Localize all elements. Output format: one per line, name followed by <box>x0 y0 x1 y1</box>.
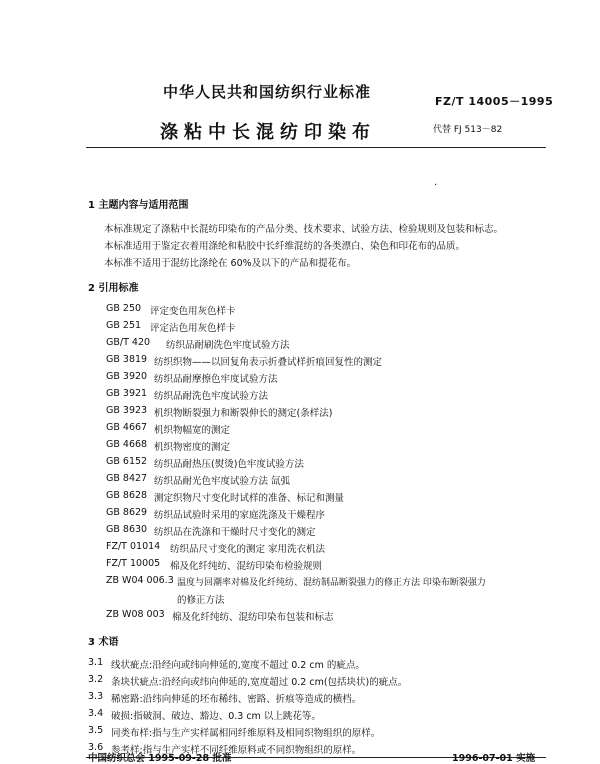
term-text: 稀密路:沿纬向伸延的坯布稀纬、密路、折痕等造成的横档。 <box>111 694 362 705</box>
ref-title: 机织物密度的测定 <box>154 442 231 453</box>
ref-title: 棉及化纤纯纺、混纺印染布检验规则 <box>170 561 323 572</box>
ref-code: ZB W08 003 <box>106 609 165 620</box>
replaces-note: 代替 FJ 513－82 <box>433 125 503 135</box>
ref-code: GB 6152 <box>106 456 148 467</box>
term-text: 线状疵点:沿经向或纬向伸延的,宽度不超过 0.2 cm 的疵点。 <box>111 660 365 671</box>
ref-title: 纺织品耐热压(熨烫)色牢度试验方法 <box>154 459 304 470</box>
section-2-heading: 2 引用标准 <box>88 283 139 294</box>
term-number: 3.3 <box>88 691 104 702</box>
ref-title: 纺织织物——以回复角表示折叠试样折痕回复性的测定 <box>154 357 383 368</box>
ref-code: GB 4668 <box>106 439 148 450</box>
ref-title: 评定变色用灰色样卡 <box>150 306 236 317</box>
term-text: 破损:指破洞、破边、豁边、0.3 cm 以上跳花等。 <box>111 711 321 722</box>
scan-mark: · <box>434 180 438 191</box>
ref-title: 测定织物尺寸变化时试样的准备、标记和测量 <box>154 493 345 504</box>
ref-title: 纺织品耐摩擦色牢度试验方法 <box>154 374 278 385</box>
section-3-heading: 3 术语 <box>88 637 119 648</box>
ref-title: 棉及化纤纯纺、混纺印染布包装和标志 <box>172 612 334 623</box>
term-text: 参考样:指与生产实样不同纤维原料或不同织物组织的原样。 <box>111 745 362 756</box>
implementation-date: 1996-07-01 实施 <box>452 753 536 764</box>
ref-code: GB/T 420 <box>106 337 151 348</box>
section-1-heading: 1 主题内容与适用范围 <box>88 200 189 211</box>
ref-code: GB 8427 <box>106 473 148 484</box>
ref-code: GB 3819 <box>106 354 148 365</box>
header-rule <box>86 147 546 148</box>
term-number: 3.6 <box>88 742 104 753</box>
ref-code: GB 251 <box>106 320 142 331</box>
section-1-paragraph: 本标准不适用于混纺比涤纶在 60%及以下的产品和提花布。 <box>104 258 357 269</box>
ref-code: GB 8630 <box>106 524 148 535</box>
ref-code: GB 3920 <box>106 371 148 382</box>
ref-title: 温度与回潮率对棉及化纤纯纺、混纺制品断裂强力的修正方法 印染布断裂强力 <box>177 578 486 588</box>
ref-code: GB 250 <box>106 303 142 314</box>
standard-number: FZ/T 14005－1995 <box>435 95 554 108</box>
term-number: 3.5 <box>88 725 104 736</box>
ref-title-continuation: 的修正方法 <box>177 595 225 606</box>
ref-code: FZ/T 01014 <box>106 541 161 552</box>
section-1-paragraph: 本标准适用于鉴定衣着用涤纶和粘胶中长纤维混纺的各类漂白、染色和印花布的品质。 <box>104 241 466 252</box>
ref-code: FZ/T 10005 <box>106 558 161 569</box>
ref-title: 纺织品耐洗色牢度试验方法 <box>154 391 269 402</box>
approval-date: 中国纺织总会 1995-09-28 批准 <box>88 753 232 764</box>
ref-title: 纺织品尺寸变化的测定 家用洗衣机法 <box>170 544 326 555</box>
ref-code: GB 3921 <box>106 388 148 399</box>
ref-code: ZB W04 006.3 <box>106 575 174 586</box>
section-1-paragraph: 本标准规定了涤粘中长混纺印染布的产品分类、技术要求、试验方法、检验规则及包装和标志。 <box>104 224 504 235</box>
ministry-title: 中华人民共和国纺织行业标准 <box>163 83 372 101</box>
ref-title: 纺织品耐刷洗色牢度试验方法 <box>166 340 290 351</box>
term-number: 3.4 <box>88 708 104 719</box>
ref-title: 评定沾色用灰色样卡 <box>150 323 236 334</box>
ref-title: 纺织品耐光色牢度试验方法 氙弧 <box>154 476 291 487</box>
term-number: 3.1 <box>88 657 104 668</box>
ref-title: 机织物幅宽的测定 <box>154 425 231 436</box>
term-number: 3.2 <box>88 674 104 685</box>
ref-code: GB 8629 <box>106 507 148 518</box>
term-text: 条块状疵点:沿经向或纬向伸延的,宽度超过 0.2 cm(包括块状)的疵点。 <box>111 677 408 688</box>
term-text: 同类布样:指与生产实样属相同纤维原料及相同织物组织的原样。 <box>111 728 381 739</box>
ref-code: GB 4667 <box>106 422 148 433</box>
ref-title: 纺织品在洗涤和干燥时尺寸变化的测定 <box>154 527 316 538</box>
ref-code: GB 3923 <box>106 405 148 416</box>
ref-code: GB 8628 <box>106 490 148 501</box>
ref-title: 纺织品试验时采用的家庭洗涤及干燥程序 <box>154 510 326 521</box>
ref-title: 机织物断裂强力和断裂伸长的测定(条样法) <box>154 408 333 419</box>
document-title: 涤粘中长混纺印染布 <box>160 122 376 143</box>
